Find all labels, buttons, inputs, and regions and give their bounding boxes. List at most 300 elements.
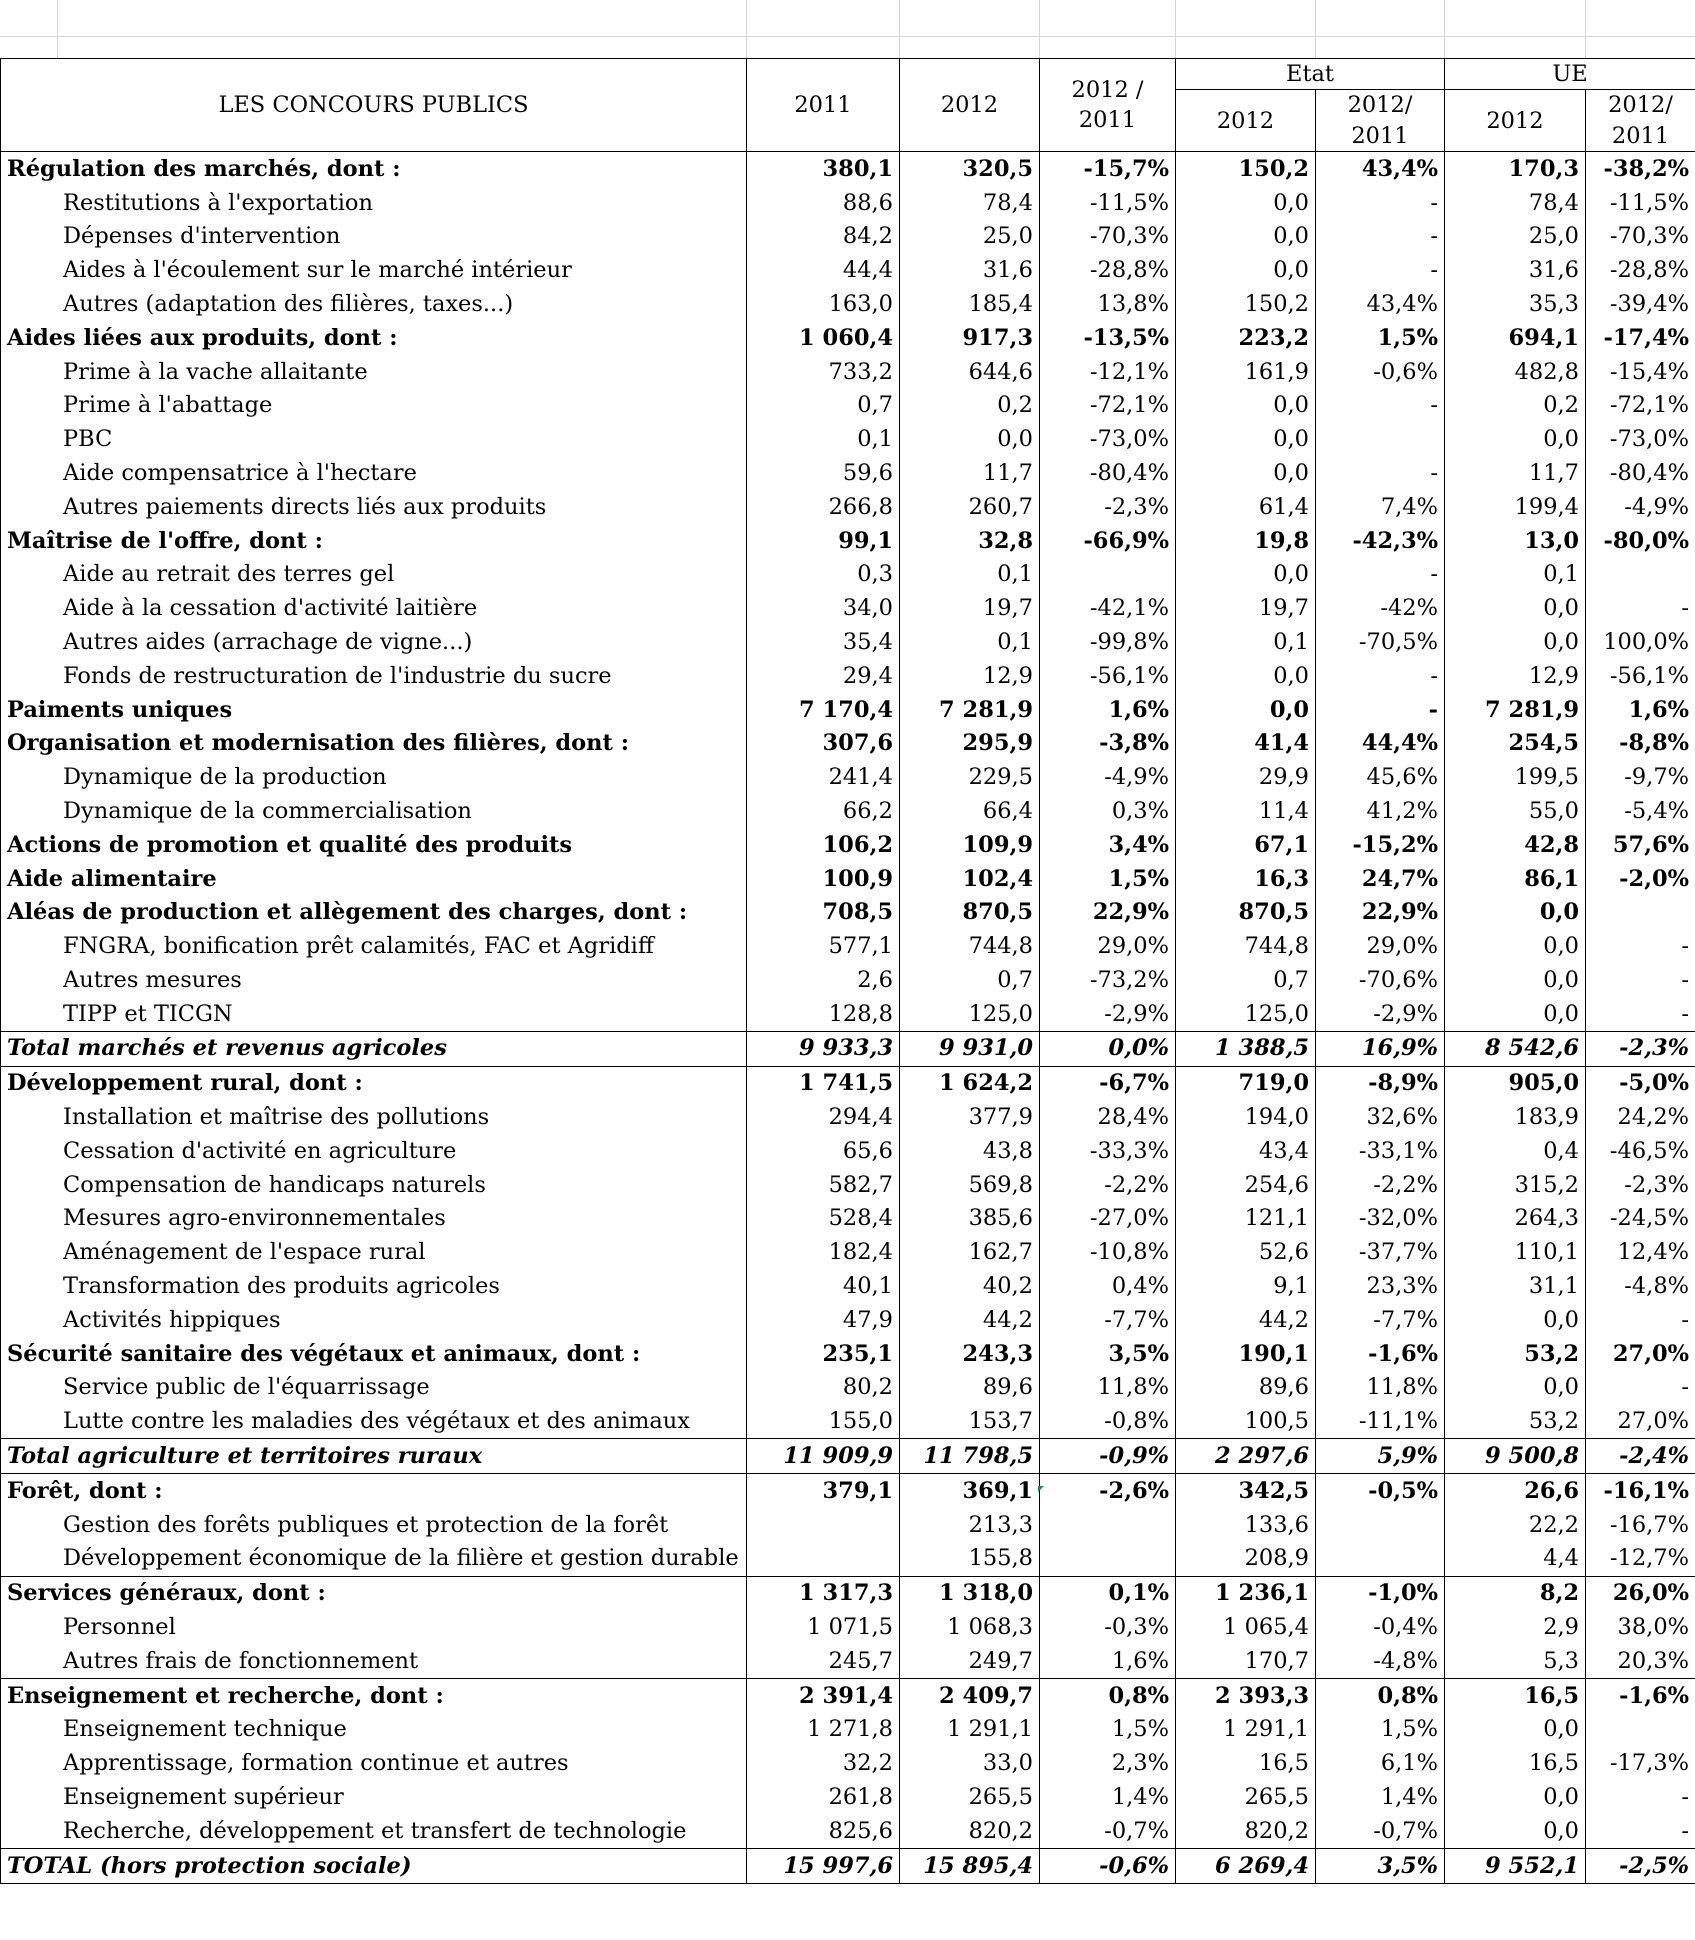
row-value: 3,4% [1040,828,1176,862]
row-value: 870,5 [900,896,1040,930]
row-value: 6,1% [1316,1747,1445,1781]
row-value: - [1316,659,1445,693]
row-value: -2,5% [1586,1848,1695,1883]
header-ue-ratio-line1: 2012/ [1608,92,1673,119]
row-value: 820,2 [1176,1814,1316,1848]
row-label: Aide à la cessation d'activité laitière [1,591,747,625]
row-value: 40,1 [747,1269,900,1303]
table-row [1,321,1695,355]
row-value: -80,4% [1040,456,1176,490]
row-value: 380,1 [747,152,900,186]
row-value: -3,8% [1040,727,1176,761]
row-value: 0,0% [1040,1031,1176,1066]
row-value: -2,2% [1040,1168,1176,1202]
row-value: 16,5 [1445,1678,1586,1712]
row-value: -56,1% [1040,659,1176,693]
row-value: 33,0 [900,1747,1040,1781]
grid-line [57,0,58,58]
row-value: 43,8 [900,1134,1040,1168]
row-value: 185,4 [900,287,1040,321]
row-value: 12,4% [1586,1236,1695,1270]
row-value: 577,1 [747,929,900,963]
row-value [1586,1713,1695,1747]
row-value: 65,6 [747,1134,900,1168]
row-value: 0,0 [900,423,1040,457]
row-value: 199,5 [1445,760,1586,794]
row-value: 295,9 [900,727,1040,761]
row-value: -73,2% [1040,963,1176,997]
row-value: 0,3% [1040,794,1176,828]
row-label: Cessation d'activité en agriculture [1,1134,747,1168]
row-value: 35,4 [747,625,900,659]
row-value: 0,1% [1040,1576,1176,1610]
row-label: Aléas de production et allègement des charges, dont : [1,896,747,930]
header-ue-2012: 2012 [1445,90,1586,152]
row-value: -73,0% [1040,423,1176,457]
row-value: -15,2% [1316,828,1445,862]
row-value: 53,2 [1445,1337,1586,1371]
row-value: -27,0% [1040,1202,1176,1236]
table-row [1,1848,1695,1883]
row-value: 12,9 [900,659,1040,693]
table-row [1,1168,1695,1202]
row-value: 11 798,5 [900,1439,1040,1474]
row-value: 19,7 [1176,591,1316,625]
row-value: 16,9% [1316,1031,1445,1066]
row-value: 369,1 [900,1474,1040,1508]
row-value: -9,7% [1586,760,1695,794]
row-label: Restitutions à l'exportation [1,186,747,220]
row-value: 719,0 [1176,1066,1316,1100]
row-value: -80,0% [1586,524,1695,558]
row-value: 744,8 [1176,929,1316,963]
row-value: 29,9 [1176,760,1316,794]
row-value: -38,2% [1586,152,1695,186]
table-row [1,1713,1695,1747]
row-label: Prime à l'abattage [1,389,747,423]
row-value: 1 060,4 [747,321,900,355]
row-value: 708,5 [747,896,900,930]
row-label: Recherche, développement et transfert de technologie [1,1814,747,1848]
row-value: 870,5 [1176,896,1316,930]
header-ratio-line2: 2011 [1078,107,1137,134]
row-value: 24,2% [1586,1100,1695,1134]
row-value: 34,0 [747,591,900,625]
row-value: 0,0 [1445,896,1586,930]
row-value: 155,8 [900,1542,1040,1576]
row-value: 0,1 [900,625,1040,659]
row-value: -6,7% [1040,1066,1176,1100]
row-value: 32,6% [1316,1100,1445,1134]
row-value: 1,5% [1316,321,1445,355]
row-value: -72,1% [1586,389,1695,423]
row-label: Développement rural, dont : [1,1066,747,1100]
table-row [1,1508,1695,1542]
row-value: 229,5 [900,760,1040,794]
table-row [1,220,1695,254]
table-row [1,896,1695,930]
table-row [1,389,1695,423]
row-value: 260,7 [900,490,1040,524]
row-value: -17,3% [1586,1747,1695,1781]
row-value: 44,2 [1176,1303,1316,1337]
row-value: 266,8 [747,490,900,524]
row-value: 43,4 [1176,1134,1316,1168]
row-value: 249,7 [900,1644,1040,1678]
row-value: 7 281,9 [1445,693,1586,727]
row-value: -12,7% [1586,1542,1695,1576]
row-value: - [1586,1371,1695,1405]
row-value: 0,0 [1176,186,1316,220]
grid-line [899,0,900,58]
table-row [1,760,1695,794]
table-row [1,1031,1695,1066]
row-value: -4,8% [1316,1644,1445,1678]
table-row [1,524,1695,558]
row-value: 153,7 [900,1405,1040,1439]
row-label: Service public de l'équarrissage [1,1371,747,1405]
table-row [1,186,1695,220]
row-value: 1,6% [1040,1644,1176,1678]
table-row [1,558,1695,592]
row-value [1040,1542,1176,1576]
row-value: -11,1% [1316,1405,1445,1439]
row-value: 29,0% [1040,929,1176,963]
table-row [1,1747,1695,1781]
row-value: 182,4 [747,1236,900,1270]
row-value: -17,4% [1586,321,1695,355]
row-label: Activités hippiques [1,1303,747,1337]
row-value: -2,9% [1040,997,1176,1031]
row-label: Services généraux, dont : [1,1576,747,1610]
row-value: 100,9 [747,862,900,896]
row-value: 25,0 [900,220,1040,254]
table-row [1,1814,1695,1848]
row-value: 0,0 [1445,1371,1586,1405]
row-value: 7 170,4 [747,693,900,727]
row-value: 0,0 [1445,997,1586,1031]
row-value: 0,0 [1176,389,1316,423]
row-value: 88,6 [747,186,900,220]
row-label: Autres paiements directs liés aux produits [1,490,747,524]
row-value: 1 071,5 [747,1610,900,1644]
row-value: 11,8% [1040,1371,1176,1405]
row-value: -0,4% [1316,1610,1445,1644]
row-value: 19,7 [900,591,1040,625]
table-row [1,490,1695,524]
row-value: 32,2 [747,1747,900,1781]
row-value: 53,2 [1445,1405,1586,1439]
row-value: 11,8% [1316,1371,1445,1405]
row-value: 0,0 [1445,1713,1586,1747]
row-value: 194,0 [1176,1100,1316,1134]
row-value: 733,2 [747,355,900,389]
row-value: 2,6 [747,963,900,997]
row-value: 163,0 [747,287,900,321]
row-value: -42,1% [1040,591,1176,625]
row-label: Paiments uniques [1,693,747,727]
row-value: 89,6 [900,1371,1040,1405]
row-value: -7,7% [1316,1303,1445,1337]
row-value: 0,8% [1316,1678,1445,1712]
row-label: Personnel [1,1610,747,1644]
row-value: 35,3 [1445,287,1586,321]
row-label: Dynamique de la production [1,760,747,794]
row-value: 20,3% [1586,1644,1695,1678]
row-label: Transformation des produits agricoles [1,1269,747,1303]
row-value: 155,0 [747,1405,900,1439]
row-value: 905,0 [1445,1066,1586,1100]
row-label: Actions de promotion et qualité des produits [1,828,747,862]
row-value: -1,0% [1316,1576,1445,1610]
row-value: - [1316,220,1445,254]
row-value: 15 895,4 [900,1848,1040,1883]
row-value: 2 391,4 [747,1678,900,1712]
table-row [1,997,1695,1031]
table-row [1,1269,1695,1303]
row-value: 0,4% [1040,1269,1176,1303]
row-value: 1 624,2 [900,1066,1040,1100]
row-value: -8,9% [1316,1066,1445,1100]
header-etat: Etat [1176,59,1445,90]
grid-line [1039,0,1040,58]
row-value: 0,0 [1445,625,1586,659]
row-value: 2 393,3 [1176,1678,1316,1712]
row-value: 9,1 [1176,1269,1316,1303]
row-value: -0,6% [1040,1848,1176,1883]
row-label: Autres aides (arrachage de vigne...) [1,625,747,659]
header-etat-ratio-line2: 2011 [1351,122,1409,149]
row-label: Autres (adaptation des filières, taxes...) [1,287,747,321]
row-value: -24,5% [1586,1202,1695,1236]
table-row [1,1474,1695,1508]
table-row [1,1576,1695,1610]
row-label: Dynamique de la commercialisation [1,794,747,828]
row-label: TOTAL (hors protection sociale) [1,1848,747,1883]
row-value: 3,5% [1316,1848,1445,1883]
row-value: 16,5 [1176,1747,1316,1781]
table-row [1,929,1695,963]
row-value: 744,8 [900,929,1040,963]
row-value: 41,4 [1176,727,1316,761]
row-value: 190,1 [1176,1337,1316,1371]
row-value: - [1586,591,1695,625]
row-value: 22,2 [1445,1508,1586,1542]
row-label: Enseignement et recherche, dont : [1,1678,747,1712]
row-value: 16,5 [1445,1747,1586,1781]
row-value: 208,9 [1176,1542,1316,1576]
grid-line [1175,0,1176,58]
row-value: 320,5 [900,152,1040,186]
row-value: -2,0% [1586,862,1695,896]
row-value: 61,4 [1176,490,1316,524]
table-row [1,727,1695,761]
row-value: 16,3 [1176,862,1316,896]
row-value: 0,0 [1445,1814,1586,1848]
row-label: Aménagement de l'espace rural [1,1236,747,1270]
row-value: 0,0 [1445,963,1586,997]
table-row [1,287,1695,321]
row-value: 31,1 [1445,1269,1586,1303]
row-value: 2 297,6 [1176,1439,1316,1474]
row-value: -37,7% [1316,1236,1445,1270]
row-value: 25,0 [1445,220,1586,254]
row-value: 1,4% [1316,1780,1445,1814]
row-value: 1 236,1 [1176,1576,1316,1610]
row-value: 43,4% [1316,152,1445,186]
row-value: 0,0 [1445,423,1586,457]
row-value: 109,9 [900,828,1040,862]
row-value: 11,7 [1445,456,1586,490]
row-value: 0,7 [747,389,900,423]
table-row [1,1542,1695,1576]
table-row [1,794,1695,828]
row-value: -11,5% [1040,186,1176,220]
table-row [1,828,1695,862]
row-value: 28,4% [1040,1100,1176,1134]
row-value: -42,3% [1316,524,1445,558]
row-value: 0,1 [1176,625,1316,659]
row-value: -33,3% [1040,1134,1176,1168]
row-value: 254,6 [1176,1168,1316,1202]
row-value: 0,1 [747,423,900,457]
row-value [747,1508,900,1542]
row-value: 86,1 [1445,862,1586,896]
table-row [1,625,1695,659]
row-value: 264,3 [1445,1202,1586,1236]
row-value: 0,0 [1445,929,1586,963]
row-value: -0,9% [1040,1439,1176,1474]
row-value: 825,6 [747,1814,900,1848]
row-value: 1 317,3 [747,1576,900,1610]
row-value: 24,7% [1316,862,1445,896]
row-value: -70,3% [1040,220,1176,254]
row-label: Installation et maîtrise des pollutions [1,1100,747,1134]
row-value: 5,3 [1445,1644,1586,1678]
row-value: 9 552,1 [1445,1848,1586,1883]
row-value: -1,6% [1586,1678,1695,1712]
table-row [1,862,1695,896]
row-label: PBC [1,423,747,457]
table-row [1,423,1695,457]
header-etat-ratio [1316,90,1445,152]
row-value: 170,3 [1445,152,1586,186]
row-value: -0,7% [1316,1814,1445,1848]
row-value: 22,9% [1316,896,1445,930]
row-value: 11,4 [1176,794,1316,828]
row-label: Aide compensatrice à l'hectare [1,456,747,490]
row-value: 31,6 [1445,254,1586,288]
row-value: 125,0 [900,997,1040,1031]
row-value: - [1586,997,1695,1031]
row-value: -73,0% [1586,423,1695,457]
row-value: 42,8 [1445,828,1586,862]
row-value [1316,1542,1445,1576]
header-2011: 2011 [747,59,900,152]
row-value: -4,9% [1040,760,1176,794]
grid-line [1444,0,1445,58]
row-value: 78,4 [1445,186,1586,220]
cell-comment-marker [1038,1486,1044,1492]
row-value: 241,4 [747,760,900,794]
row-value: 31,6 [900,254,1040,288]
row-value: -2,3% [1040,490,1176,524]
row-value: 9 931,0 [900,1031,1040,1066]
row-value: 43,4% [1316,287,1445,321]
row-value: 315,2 [1445,1168,1586,1202]
row-value: -0,5% [1316,1474,1445,1508]
row-value: -66,9% [1040,524,1176,558]
row-value: 7,4% [1316,490,1445,524]
row-value: 582,7 [747,1168,900,1202]
row-value: 8,2 [1445,1576,1586,1610]
row-value: 22,9% [1040,896,1176,930]
row-value [1040,1508,1176,1542]
row-label: Lutte contre les maladies des végétaux et des animaux [1,1405,747,1439]
row-value: 482,8 [1445,355,1586,389]
table-row [1,1610,1695,1644]
row-label: Enseignement supérieur [1,1780,747,1814]
row-value: 0,0 [1176,693,1316,727]
row-value: 1 291,1 [1176,1713,1316,1747]
row-label: Mesures agro-environnementales [1,1202,747,1236]
row-value: 2 409,7 [900,1678,1040,1712]
header-ue-ratio-line2: 2011 [1611,122,1670,149]
header-ue-ratio [1586,90,1695,152]
row-value: 223,2 [1176,321,1316,355]
row-value: 199,4 [1445,490,1586,524]
row-value: 84,2 [747,220,900,254]
grid-line [1585,0,1586,58]
row-value: 52,6 [1176,1236,1316,1270]
row-value: - [1316,254,1445,288]
row-value [1316,1508,1445,1542]
row-value: -0,7% [1040,1814,1176,1848]
row-value: 170,7 [1176,1644,1316,1678]
row-value: 13,8% [1040,287,1176,321]
row-label: Compensation de handicaps naturels [1,1168,747,1202]
row-value: 0,0 [1445,591,1586,625]
row-value [1316,423,1445,457]
row-value: 213,3 [900,1508,1040,1542]
row-value: 261,8 [747,1780,900,1814]
row-value: 1 068,3 [900,1610,1040,1644]
row-value: 2,3% [1040,1747,1176,1781]
row-value: 3,5% [1040,1337,1176,1371]
row-value: -56,1% [1586,659,1695,693]
row-value: 13,0 [1445,524,1586,558]
row-value: 0,2 [1445,389,1586,423]
table-row [1,1303,1695,1337]
row-value: -12,1% [1040,355,1176,389]
row-value: 1,5% [1040,862,1176,896]
row-value: -46,5% [1586,1134,1695,1168]
row-value: -70,3% [1586,220,1695,254]
row-label: Gestion des forêts publiques et protection de la forêt [1,1508,747,1542]
row-label: Total marchés et revenus agricoles [1,1031,747,1066]
row-value: 265,5 [1176,1780,1316,1814]
row-value: 1,6% [1586,693,1695,727]
row-value: 106,2 [747,828,900,862]
header-title: LES CONCOURS PUBLICS [1,59,747,152]
row-value: 1,4% [1040,1780,1176,1814]
row-value: 80,2 [747,1371,900,1405]
header-ratio [1040,59,1176,152]
row-value: -80,4% [1586,456,1695,490]
row-value: -5,0% [1586,1066,1695,1100]
row-label: Développement économique de la filière et gestion durable [1,1542,747,1576]
row-value: -0,3% [1040,1610,1176,1644]
